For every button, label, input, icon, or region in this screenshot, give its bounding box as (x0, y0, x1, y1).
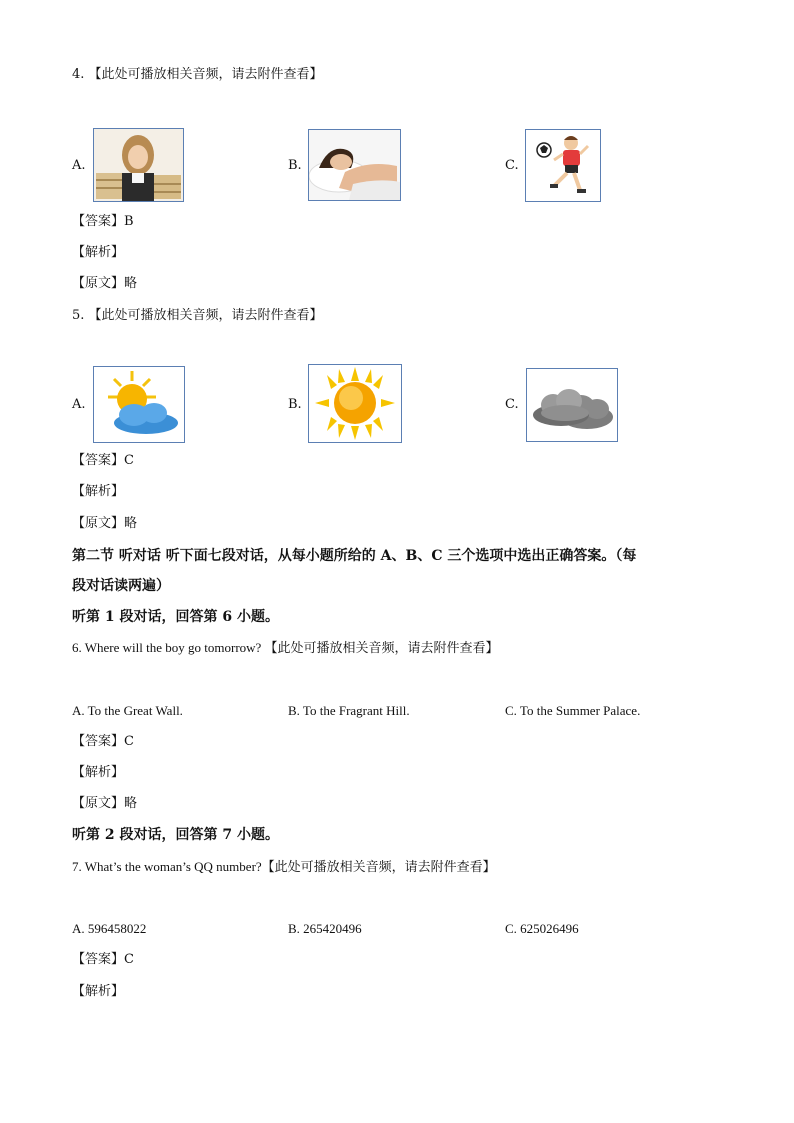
q4-analysis: 【解析】 (72, 245, 125, 260)
q4-original: 【原文】略 (72, 276, 138, 291)
q6-original: 【原文】略 (72, 796, 138, 811)
q6-option-b: B. To the Fragrant Hill. (288, 703, 410, 718)
q5-question: 5. 【此处可播放相关音频，请去附件查看】 (72, 308, 323, 323)
q7-option-c: C. 625026496 (505, 921, 579, 936)
q7-option-a: A. 596458022 (72, 921, 147, 936)
q4-option-c-label: C. (505, 158, 519, 173)
sunny-image (308, 364, 402, 443)
q6-option-a: A. To the Great Wall. (72, 703, 183, 718)
q4-question: 4. 【此处可播放相关音频，请去附件查看】 (72, 67, 323, 82)
q7-question: 7. What’s the woman’s QQ number?【此处可播放相关音频，请去附件查看】 (72, 859, 496, 874)
girl-studying-books-image (93, 128, 184, 202)
q6-question: 6. Where will the boy go tomorrow? 【此处可播放相关音频，请去附件查看】 (72, 640, 499, 655)
q7-analysis: 【解析】 (72, 984, 125, 999)
dialog2-heading: 听第 2 段对话，回答第 7 小题。 (72, 827, 279, 843)
q4-option-a-label: A. (72, 158, 86, 173)
boy-kicking-football-image (525, 129, 601, 202)
q4-answer: 【答案】B (72, 214, 134, 229)
q6-analysis: 【解析】 (72, 765, 125, 780)
q5-answer: 【答案】C (72, 453, 134, 468)
q5-option-b-label: B. (288, 397, 302, 412)
q7-option-b: B. 265420496 (288, 921, 362, 936)
cloudy-image (526, 368, 618, 442)
section2-heading-line2: 段对话读两遍） (72, 578, 170, 594)
q5-analysis: 【解析】 (72, 484, 125, 499)
q5-option-a-label: A. (72, 397, 86, 412)
q5-option-c-label: C. (505, 397, 519, 412)
q5-original: 【原文】略 (72, 516, 138, 531)
sun-behind-cloud-image (93, 366, 185, 443)
q6-option-c: C. To the Summer Palace. (505, 703, 641, 718)
q4-option-b-label: B. (288, 158, 302, 173)
q6-answer: 【答案】C (72, 734, 134, 749)
dialog1-heading: 听第 1 段对话，回答第 6 小题。 (72, 609, 279, 625)
q7-answer: 【答案】C (72, 952, 134, 967)
woman-sleeping-image (308, 129, 401, 201)
section2-heading-line1: 第二节 听对话 听下面七段对话，从每小题所给的 A、B、C 三个选项中选出正确答案。（每 (72, 548, 637, 564)
